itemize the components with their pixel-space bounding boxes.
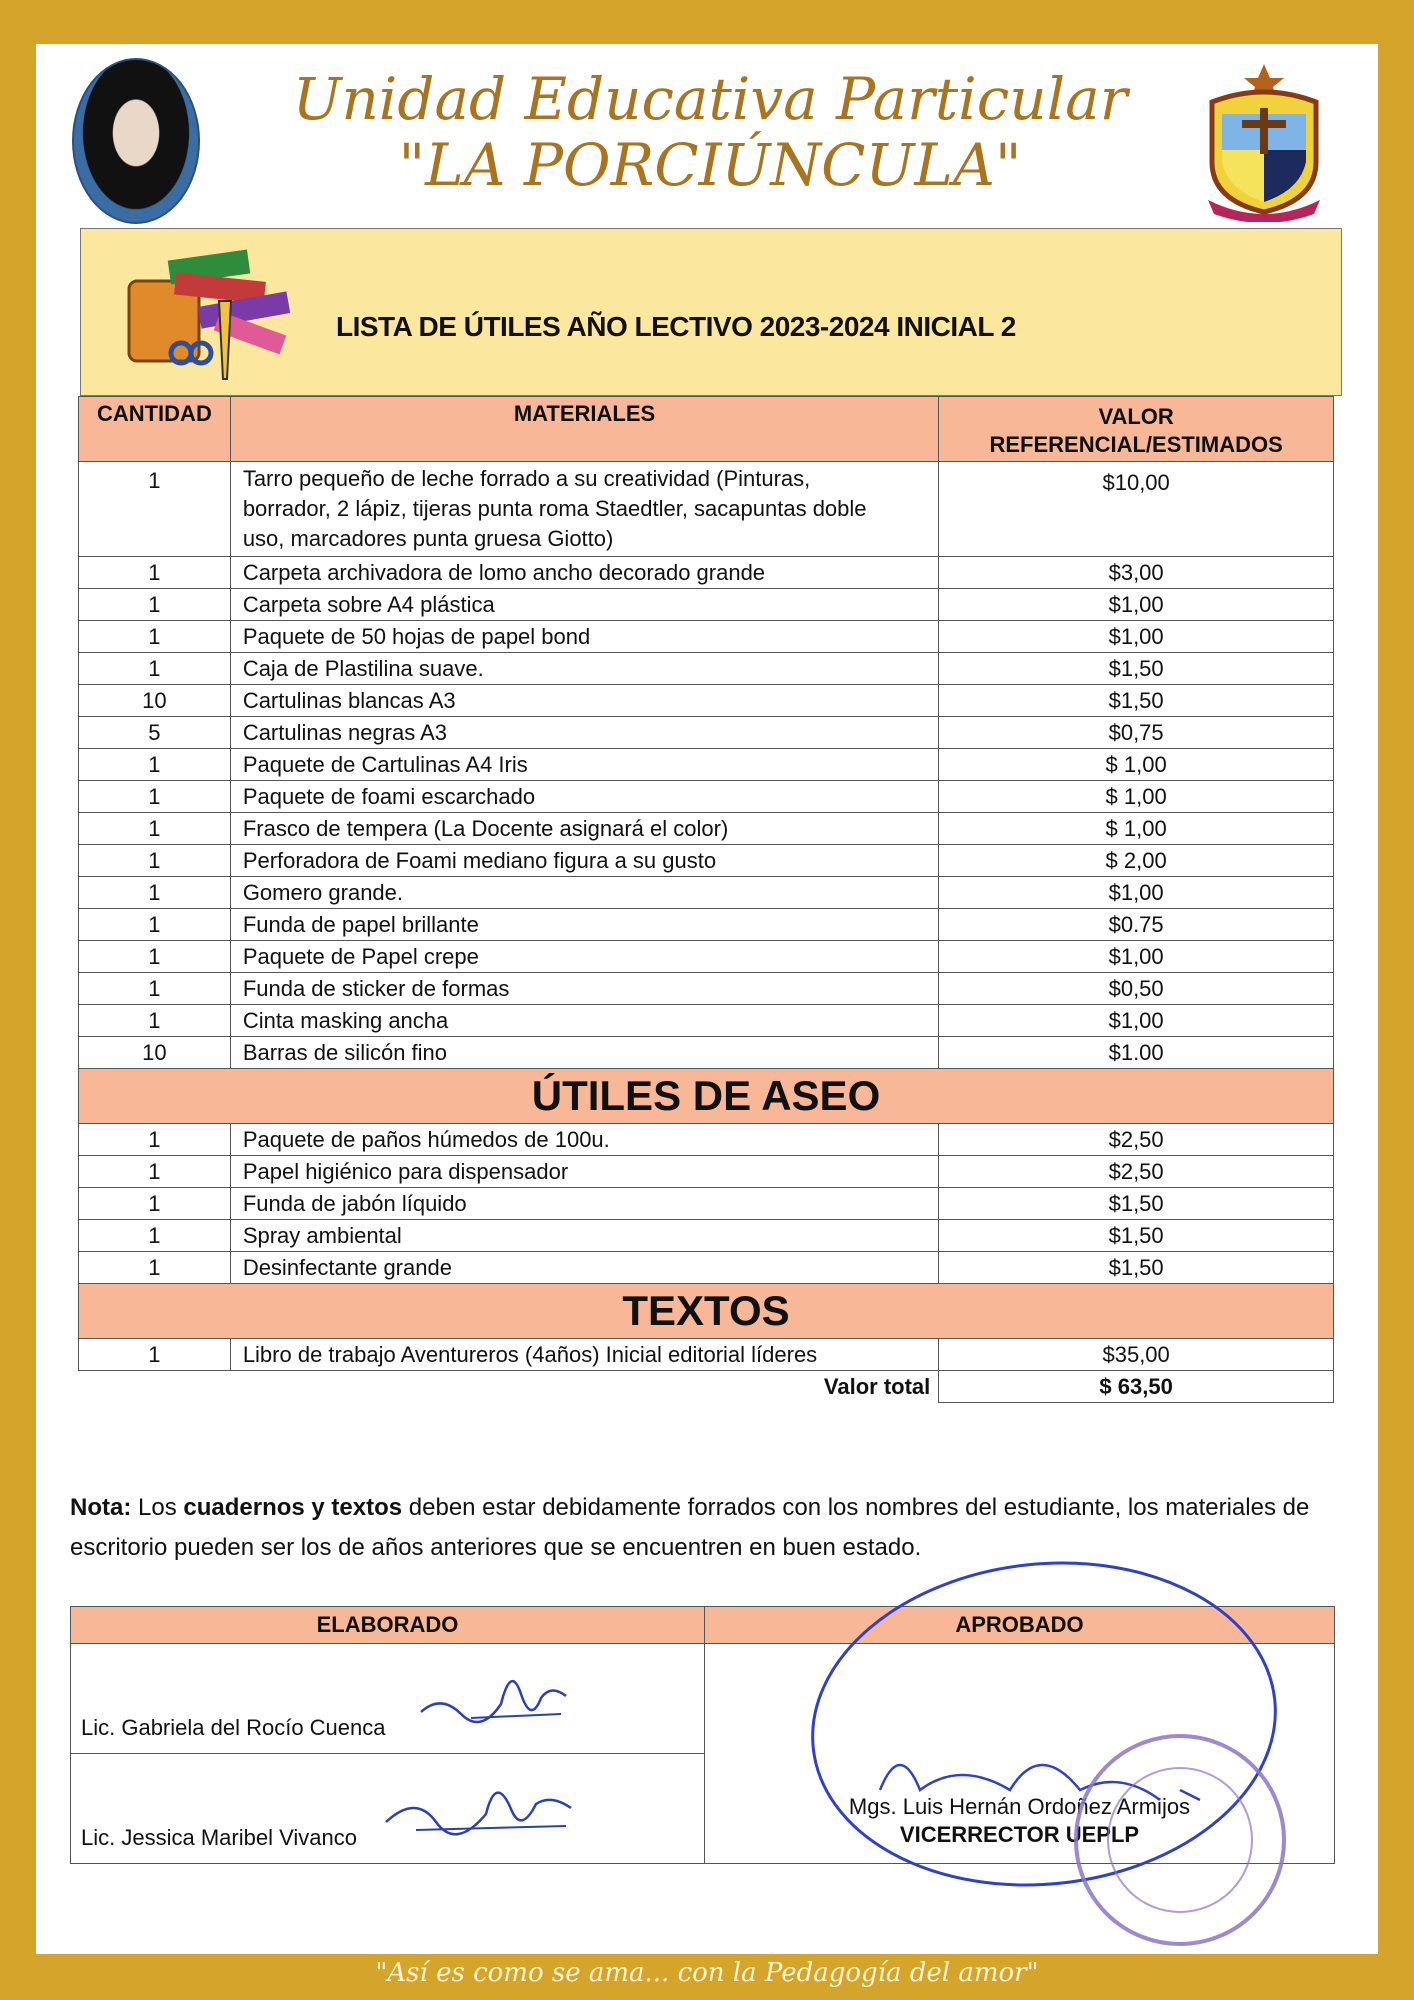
note-text-a: Los [131, 1494, 184, 1521]
quantity-cell: 1 [79, 1124, 231, 1156]
value-cell: $ 1,00 [939, 749, 1334, 781]
quantity-cell: 1 [79, 557, 231, 589]
value-cell: $1,50 [939, 1220, 1334, 1252]
material-cell: Frasco de tempera (La Docente asignará el color) [230, 813, 938, 845]
materials-row [79, 781, 1334, 813]
materials-row [79, 653, 1334, 685]
school-name-line2: "LA PORCIÚNCULA" [398, 131, 1022, 199]
materials-row [79, 813, 1334, 845]
quantity-cell: 1 [79, 1252, 231, 1284]
school-name [210, 66, 1210, 198]
value-header: VALOR REFERENCIAL/ESTIMADOS [939, 397, 1334, 462]
value-cell: $1,00 [939, 941, 1334, 973]
materials-row [79, 717, 1334, 749]
material-line: uso, marcadores punta gruesa Giotto) [242, 526, 614, 551]
material-cell: Libro de trabajo Aventureros (4años) Inicial editorial líderes [230, 1339, 938, 1371]
signer-2-signature [376, 1764, 576, 1844]
quantity-cell: 1 [79, 653, 231, 685]
material-cell: Carpeta archivadora de lomo ancho decorado grande [230, 557, 938, 589]
materials-row [79, 909, 1334, 941]
value-cell: $ 2,00 [939, 845, 1334, 877]
cleaning-row [79, 1124, 1334, 1156]
quantity-cell: 10 [79, 1037, 231, 1069]
quantity-cell: 1 [79, 1156, 231, 1188]
note-paragraph [70, 1488, 1340, 1568]
material-line: borrador, 2 lápiz, tijeras punta roma Staedtler, sacapuntas doble [242, 496, 867, 521]
value-cell: $0.75 [939, 909, 1334, 941]
texts-row [79, 1339, 1334, 1371]
value-cell: $1,50 [939, 653, 1334, 685]
material-cell: Cartulinas negras A3 [230, 717, 938, 749]
signer-2-name: Lic. Jessica Maribel Vivanco [81, 1825, 357, 1850]
value-cell: $2,50 [939, 1156, 1334, 1188]
material-cell: Barras de silicón fino [230, 1037, 938, 1069]
quantity-cell: 1 [79, 781, 231, 813]
list-title: LISTA DE ÚTILES AÑO LECTIVO 2023-2024 INICIAL 2 [336, 311, 1016, 342]
school-crest-logo [1198, 62, 1330, 222]
quantity-cell: 5 [79, 717, 231, 749]
quantity-cell: 1 [79, 1220, 231, 1252]
value-cell: $1,50 [939, 1188, 1334, 1220]
materials-row [79, 1005, 1334, 1037]
quantity-cell: 1 [79, 941, 231, 973]
value-cell: $0,50 [939, 973, 1334, 1005]
quantity-cell: 1 [79, 1005, 231, 1037]
aprobado-header: APROBADO [705, 1607, 1335, 1644]
list-banner [80, 228, 1342, 396]
value-cell: $1,00 [939, 589, 1334, 621]
quantity-cell: 1 [79, 813, 231, 845]
value-cell: $1,50 [939, 1252, 1334, 1284]
material-cell: Funda de jabón líquido [230, 1188, 938, 1220]
material-cell: Cartulinas blancas A3 [230, 685, 938, 717]
materials-row [79, 845, 1334, 877]
material-cell: Perforadora de Foami mediano figura a su gusto [230, 845, 938, 877]
school-motto: "Así es como se ama... con la Pedagogía del amor" [375, 1958, 1039, 1988]
materials-row [79, 589, 1334, 621]
material-cell [230, 462, 938, 557]
material-cell: Funda de sticker de formas [230, 973, 938, 1005]
founder-portrait [72, 58, 200, 224]
material-cell: Caja de Plastilina suave. [230, 653, 938, 685]
elaborado-header: ELABORADO [71, 1607, 705, 1644]
quantity-cell: 1 [79, 1339, 231, 1371]
school-name-line1: Unidad Educativa Particular [292, 65, 1128, 133]
quantity-cell: 1 [79, 621, 231, 653]
value-cell: $1,00 [939, 877, 1334, 909]
note-text-b: deben estar debidamente forrados con los nombres del estudiante, los materiales de escritorio pueden ser los de años anteriores que se encuentren en buen estado. [70, 1494, 1310, 1561]
total-label: Valor total [230, 1371, 938, 1403]
materials-row [79, 973, 1334, 1005]
material-cell: Cinta masking ancha [230, 1005, 938, 1037]
material-cell: Papel higiénico para dispensador [230, 1156, 938, 1188]
value-cell: $1,50 [939, 685, 1334, 717]
cleaning-row [79, 1220, 1334, 1252]
quantity-cell: 1 [79, 749, 231, 781]
value-cell: $ 1,00 [939, 781, 1334, 813]
material-cell: Spray ambiental [230, 1220, 938, 1252]
value-cell: $2,50 [939, 1124, 1334, 1156]
school-supplies-icon [119, 241, 299, 385]
quantity-cell: 1 [79, 845, 231, 877]
material-cell: Paquete de 50 hojas de papel bond [230, 621, 938, 653]
approver-title: VICERRECTOR UEPLP [899, 1822, 1140, 1847]
materials-row [79, 685, 1334, 717]
cleaning-row [79, 1252, 1334, 1284]
note-bold-text: cuadernos y textos [183, 1494, 403, 1521]
materials-row [79, 462, 1334, 557]
total-value: $ 63,50 [939, 1371, 1334, 1403]
signer-1-name: Lic. Gabriela del Rocío Cuenca [81, 1715, 386, 1740]
quantity-cell: 1 [79, 877, 231, 909]
material-line: Tarro pequeño de leche forrado a su creatividad (Pinturas, [242, 466, 811, 491]
quantity-cell: 1 [79, 973, 231, 1005]
value-cell: $3,00 [939, 557, 1334, 589]
signatures-table [70, 1606, 1335, 1864]
quantity-cell: 1 [79, 589, 231, 621]
material-cell: Carpeta sobre A4 plástica [230, 589, 938, 621]
materials-row [79, 1037, 1334, 1069]
signer-1-cell [71, 1644, 705, 1754]
cleaning-row [79, 1188, 1334, 1220]
material-cell: Paquete de Cartulinas A4 Iris [230, 749, 938, 781]
materials-row [79, 621, 1334, 653]
materials-row [79, 877, 1334, 909]
value-cell: $1,00 [939, 621, 1334, 653]
materials-row [79, 557, 1334, 589]
value-cell: $1,00 [939, 1005, 1334, 1037]
signer-1-signature [411, 1654, 571, 1734]
material-cell: Desinfectante grande [230, 1252, 938, 1284]
value-cell: $ 1,00 [939, 813, 1334, 845]
materials-row [79, 941, 1334, 973]
materials-table [78, 396, 1334, 1403]
material-cell: Paquete de foami escarchado [230, 781, 938, 813]
quantity-cell: 1 [79, 462, 231, 557]
materials-row [79, 749, 1334, 781]
texts-section-title: TEXTOS [79, 1284, 1334, 1339]
quantity-cell: 1 [79, 909, 231, 941]
value-cell: $0,75 [939, 717, 1334, 749]
signer-2-cell [71, 1754, 705, 1864]
materials-header: MATERIALES [230, 397, 938, 462]
material-cell: Paquete de paños húmedos de 100u. [230, 1124, 938, 1156]
value-cell: $10,00 [939, 462, 1334, 557]
quantity-header: CANTIDAD [79, 397, 231, 462]
material-cell: Funda de papel brillante [230, 909, 938, 941]
approver-name: Mgs. Luis Hernán Ordoñez Armijos [848, 1794, 1191, 1819]
quantity-cell: 1 [79, 1188, 231, 1220]
quantity-cell: 10 [79, 685, 231, 717]
material-cell: Paquete de Papel crepe [230, 941, 938, 973]
value-cell: $35,00 [939, 1339, 1334, 1371]
value-cell: $1.00 [939, 1037, 1334, 1069]
cleaning-section-title: ÚTILES DE ASEO [79, 1069, 1334, 1124]
cleaning-row [79, 1156, 1334, 1188]
approver-cell [705, 1644, 1335, 1864]
note-label: Nota: [70, 1494, 132, 1521]
material-cell: Gomero grande. [230, 877, 938, 909]
